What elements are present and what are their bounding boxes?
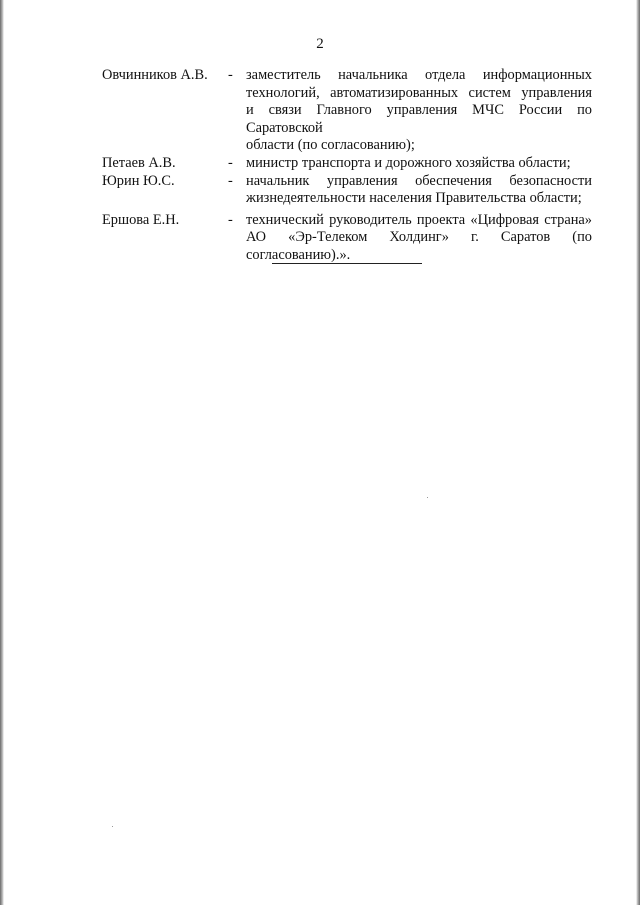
member-role-line: заместитель начальника отдела информационных bbox=[246, 67, 592, 83]
member-name: Петаев А.В. bbox=[102, 154, 176, 171]
scan-speck bbox=[427, 497, 428, 498]
member-role-line: области (по согласованию); bbox=[246, 137, 415, 154]
member-entry bbox=[102, 173, 592, 208]
member-name: Овчинников А.В. bbox=[102, 67, 208, 83]
member-role bbox=[246, 67, 592, 155]
scan-edge-left bbox=[0, 0, 4, 905]
member-dash: - bbox=[228, 211, 233, 228]
member-dash: - bbox=[228, 154, 233, 171]
member-name: Юрин Ю.С. bbox=[102, 172, 175, 189]
member-role bbox=[246, 173, 592, 208]
member-entry bbox=[102, 67, 592, 155]
closing-rule bbox=[272, 263, 422, 264]
member-entry bbox=[102, 212, 592, 265]
member-dash: - bbox=[228, 67, 233, 83]
member-role-line: технический руководитель проекта «Цифровая страна» bbox=[246, 211, 592, 228]
member-role bbox=[246, 212, 592, 265]
member-role-line: и связи Главного управления МЧС России по Саратовской bbox=[246, 102, 592, 136]
page-number: 2 bbox=[316, 36, 324, 52]
member-role-line: технологий, автоматизированных систем управления bbox=[246, 84, 592, 101]
member-dash: - bbox=[228, 172, 233, 189]
member-entry bbox=[102, 155, 592, 173]
member-role-line: АО «Эр-Телеком Холдинг» г. Саратов (по согласованию).». bbox=[246, 229, 592, 263]
scan-edge-right bbox=[636, 0, 640, 905]
member-role-line: начальник управления обеспечения безопасности bbox=[246, 172, 592, 189]
member-list bbox=[102, 67, 592, 265]
member-role-line: министр транспорта и дорожного хозяйства области; bbox=[246, 154, 571, 171]
member-role-line: жизнедеятельности населения Правительства области; bbox=[246, 190, 582, 207]
member-name: Ершова Е.Н. bbox=[102, 211, 180, 228]
member-role bbox=[246, 155, 592, 173]
scan-speck bbox=[112, 826, 113, 827]
